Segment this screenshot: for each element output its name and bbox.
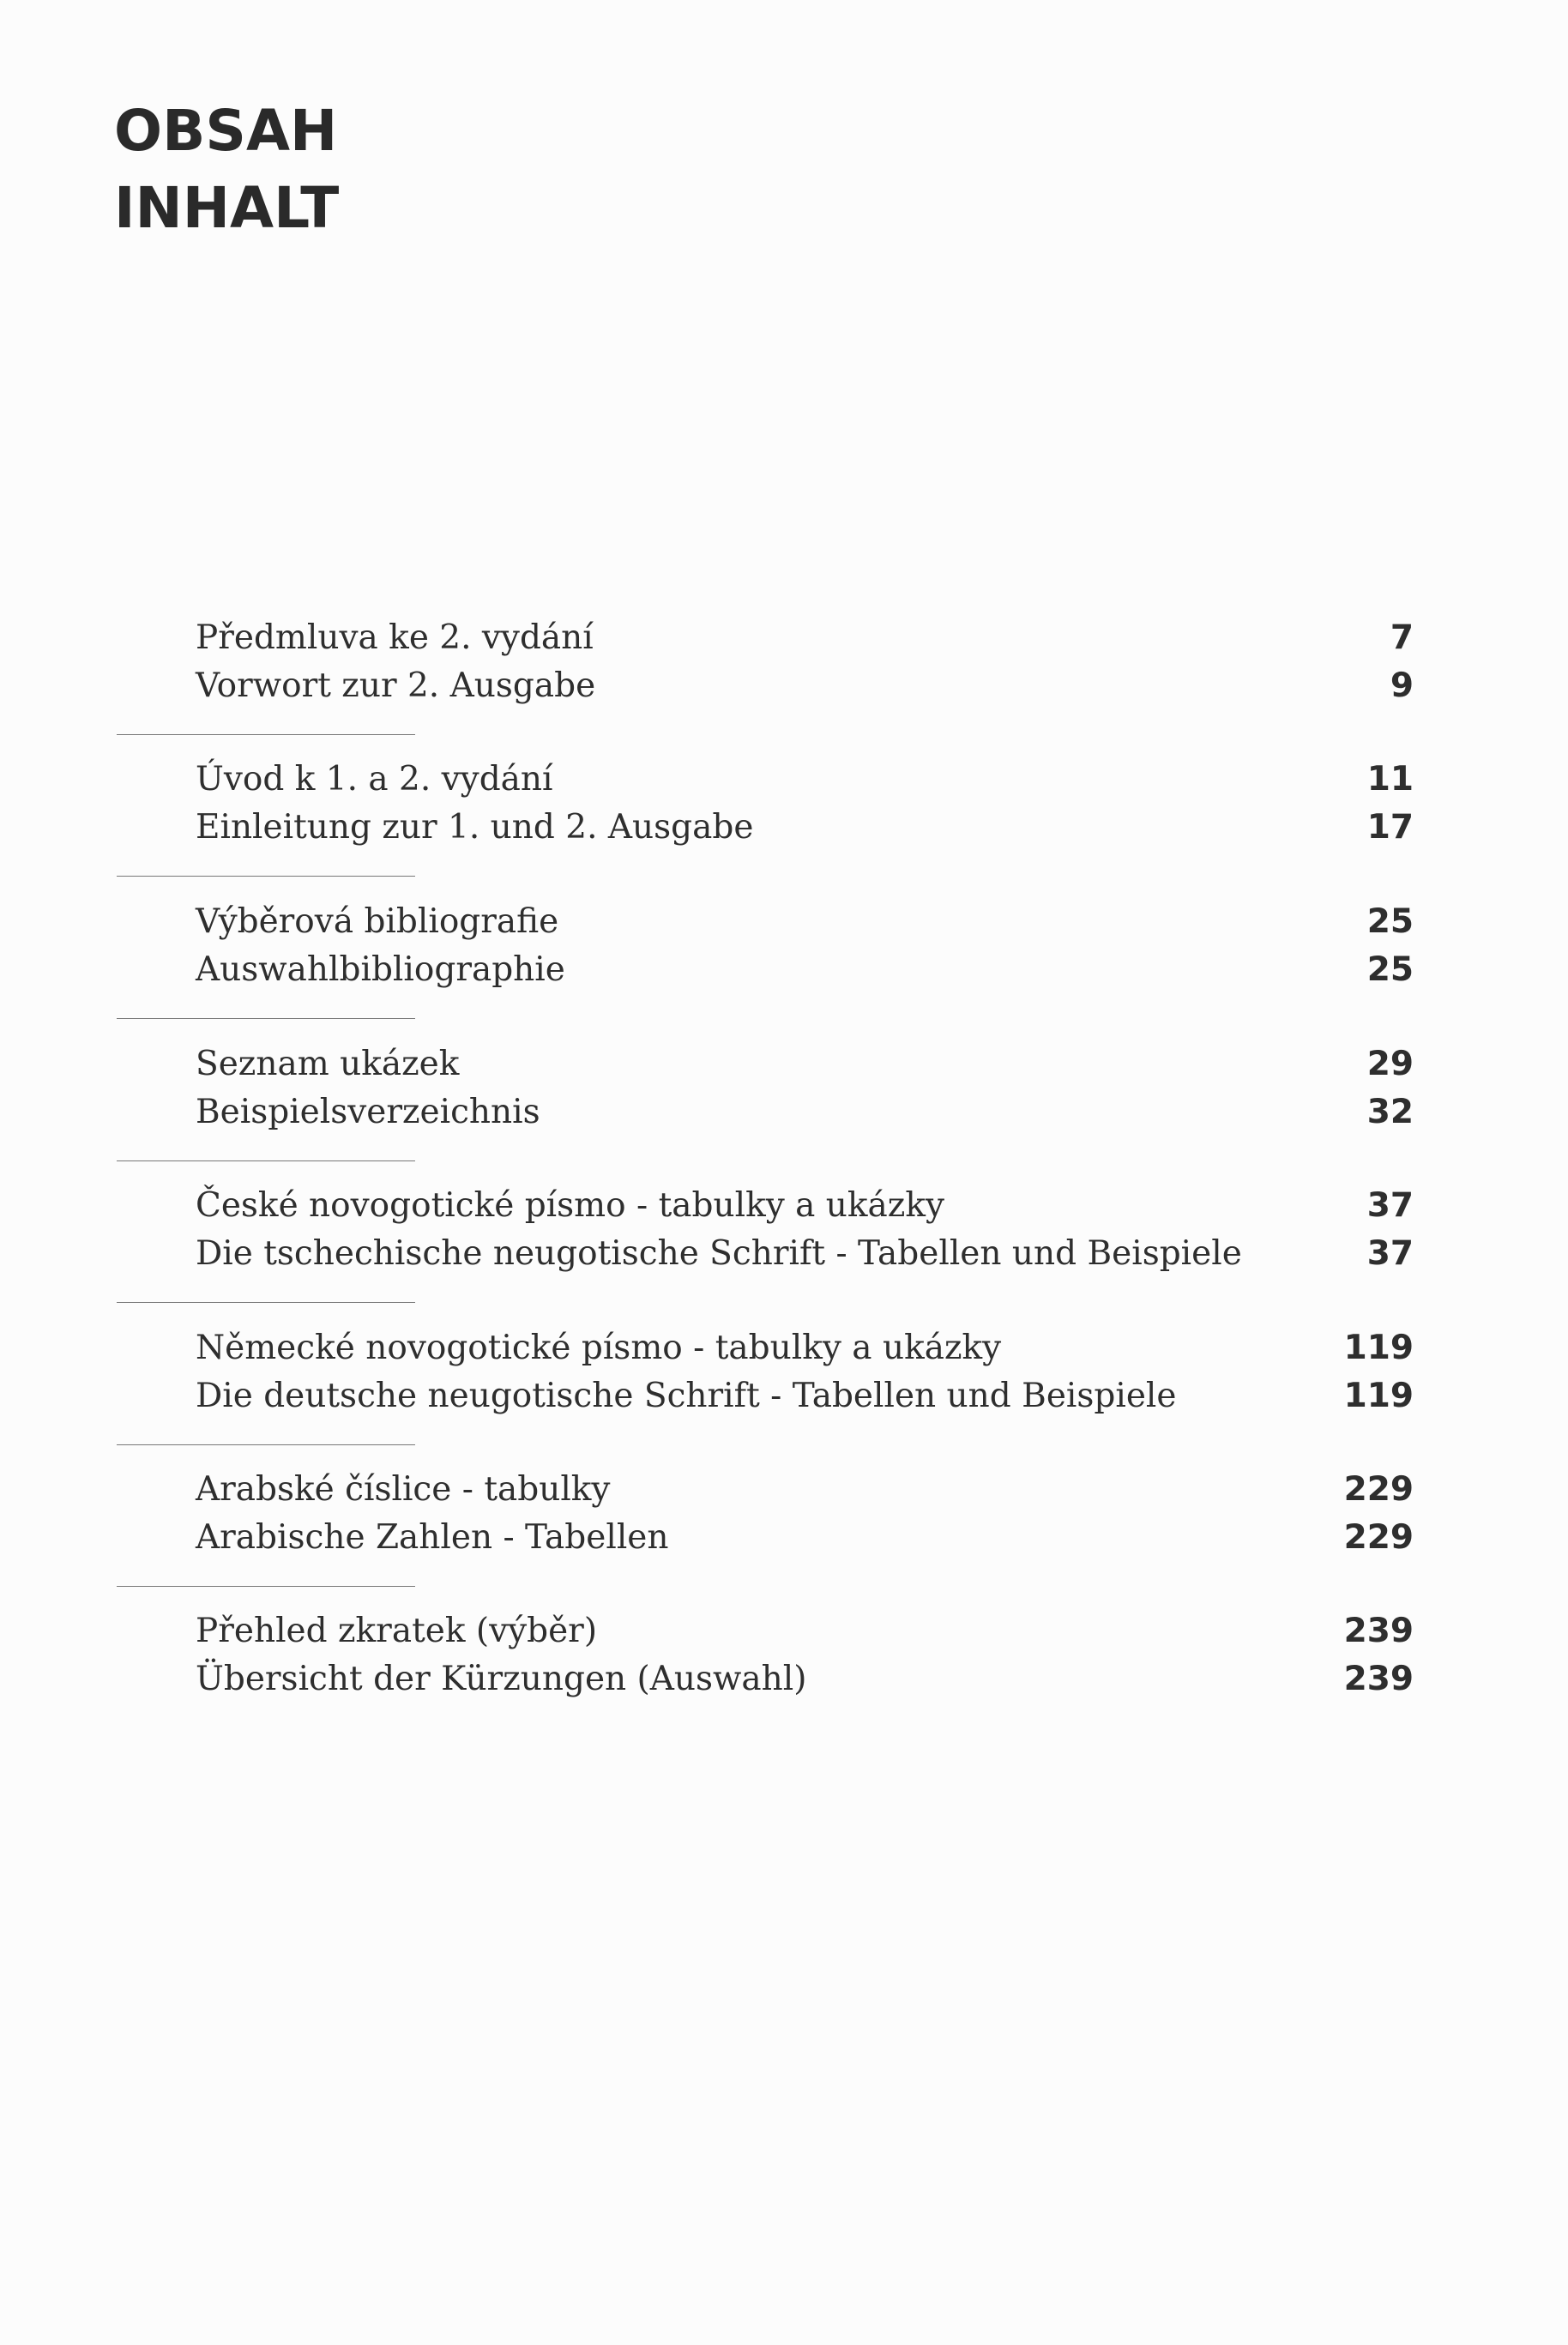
toc-page-number: 9 [1390,666,1414,705]
section-divider [117,876,415,877]
toc-row-czech[interactable] [0,756,1568,804]
toc-page-number: 229 [1343,1518,1414,1557]
toc-title: Předmluva ke 2. vydání [196,618,594,657]
toc-row-czech[interactable] [0,1466,1568,1514]
toc-title: Vorwort zur 2. Ausgabe [196,666,596,705]
toc-title: Auswahlbibliographie [196,950,565,989]
toc-title: Seznam ukázek [196,1045,460,1083]
toc-row-german[interactable] [0,804,1568,852]
toc-row-czech[interactable] [0,1607,1568,1655]
section-divider [117,1160,415,1161]
page-heading [114,93,339,247]
toc-page-number: 119 [1343,1377,1414,1415]
toc-page-number: 32 [1366,1093,1414,1131]
toc-title: Die deutsche neugotische Schrift - Tabellen und Beispiele [196,1377,1177,1415]
toc-title: Německé novogotické písmo - tabulky a ukázky [196,1329,1002,1367]
toc-title: Úvod k 1. a 2. vydání [196,760,553,799]
section-divider [117,1018,415,1019]
section-divider [117,734,415,735]
toc-page-number: 37 [1366,1186,1414,1225]
toc-page-number: 25 [1366,902,1414,941]
section-divider [117,1444,415,1445]
toc-title: Beispielsverzeichnis [196,1093,540,1131]
toc-title: České novogotické písmo - tabulky a ukázky [196,1186,944,1225]
toc-page-number: 239 [1343,1660,1414,1698]
toc-title: Übersicht der Kürzungen (Auswahl) [196,1660,807,1698]
toc-row-german[interactable] [0,946,1568,994]
heading-german: INHALT [114,175,340,241]
toc-row-german[interactable] [0,1088,1568,1136]
section-divider [117,1302,415,1303]
toc-page-number: 37 [1366,1234,1414,1273]
toc-title: Arabische Zahlen - Tabellen [196,1518,669,1557]
toc-row-czech[interactable] [0,1040,1568,1088]
toc-page-number: 29 [1366,1045,1414,1083]
toc-row-czech[interactable] [0,614,1568,662]
toc-page-number: 25 [1366,950,1414,989]
toc-row-german[interactable] [0,662,1568,710]
toc-title: Výběrová bibliografie [196,902,559,941]
heading-czech: OBSAH [114,98,338,164]
toc-page-number: 239 [1343,1612,1414,1650]
toc-page-number: 119 [1343,1329,1414,1367]
section-divider [117,1586,415,1587]
toc-row-czech[interactable] [0,1182,1568,1230]
toc-row-czech[interactable] [0,1324,1568,1372]
toc-row-german[interactable] [0,1230,1568,1278]
toc-title: Einleitung zur 1. und 2. Ausgabe [196,808,754,847]
toc-row-german[interactable] [0,1372,1568,1420]
toc-page-number: 7 [1390,618,1414,657]
toc-page-number: 11 [1366,760,1414,799]
toc-title: Die tschechische neugotische Schrift - Tabellen und Beispiele [196,1234,1242,1273]
toc-row-german[interactable] [0,1514,1568,1562]
toc-row-german[interactable] [0,1655,1568,1703]
toc-title: Přehled zkratek (výběr) [196,1612,598,1650]
toc-title: Arabské číslice - tabulky [196,1470,611,1509]
toc-page-number: 229 [1343,1470,1414,1509]
toc-row-czech[interactable] [0,898,1568,946]
toc-page-number: 17 [1366,808,1414,847]
